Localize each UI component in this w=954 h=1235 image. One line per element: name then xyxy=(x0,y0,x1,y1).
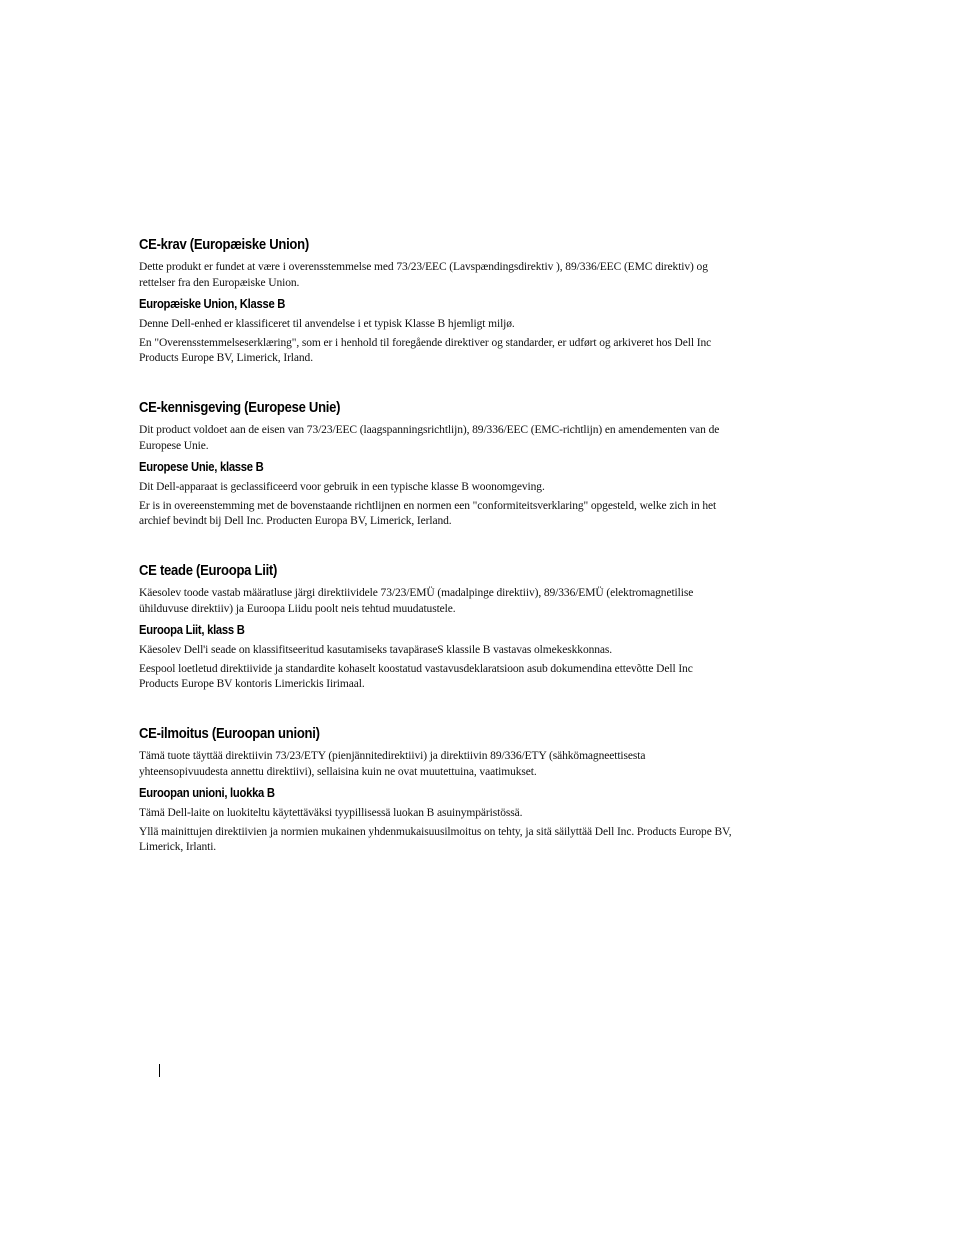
class-b-paragraph: Denne Dell-enhed er klassificeret til anvendelse i et typisk Klasse B hjemligt miljø. xyxy=(139,318,515,330)
subsection-heading: Europæiske Union, Klasse B xyxy=(139,297,286,311)
section-heading: CE teade (Euroopa Liit) xyxy=(139,563,278,579)
declaration-line-1: Eespool loetletud direktiivide ja standardite kohaselt koostatud vastavusdeklaratsioon asub dokumendina ettevõtte Dell Inc xyxy=(139,662,693,675)
section-heading: CE-krav (Europæiske Union) xyxy=(139,237,309,253)
intro-line-2: yhteensopivuudesta annettu direktiivi), sellaisina kuin ne ovat muutettuina, vaatimukset. xyxy=(139,765,537,778)
subsection-heading: Euroopa Liit, klass B xyxy=(139,623,245,637)
section-danish xyxy=(139,236,819,370)
class-b-paragraph: Käesolev Dell'i seade on klassifitseeritud kasutamiseks tavapäraseS klassile B vastavas olmekeskkonnas. xyxy=(139,644,613,656)
intro-line-1: Tämä tuote täyttää direktiivin 73/23/ETY (pienjännitedirektiivi) ja direktiivin 89/336/ETY (sähkömagneettisesta xyxy=(139,750,646,762)
intro-line-2: rettelser fra den Europæiske Union. xyxy=(139,276,300,289)
section-finnish xyxy=(139,725,819,859)
class-b-paragraph: Dit Dell-apparaat is geclassificeerd voor gebruik in een typische klasse B woonomgeving. xyxy=(139,481,545,493)
declaration-line-2: Products Europe BV kontoris Limerickis Iirimaal. xyxy=(139,678,365,690)
declaration-line-2: archief bevindt bij Dell Inc. Producten Europa BV, Limerick, Ierland. xyxy=(139,515,452,527)
section-heading: CE-ilmoitus (Euroopan unioni) xyxy=(139,726,320,742)
intro-line-1: Dette produkt er fundet at være i overensstemmelse med 73/23/EEC (Lavspændingsdirektiv ), 89/336/EEC (EMC direktiv) og xyxy=(139,261,708,273)
intro-line-1: Käesolev toode vastab määratluse järgi direktiividele 73/23/EMÜ (madalpinge direktiiv), 89/336/EMÜ (elektromagnetilise xyxy=(139,587,694,599)
subsection-heading: Euroopan unioni, luokka B xyxy=(139,786,275,800)
intro-line-2: ühilduvuse direktiiv) ja Euroopa Liidu poolt neis tehtud muudatustele. xyxy=(139,602,456,615)
declaration-line-1: En "Overensstemmelseserklæring", som er i henhold til foregående direktiver og standarder, er udført og arkiveret hos Dell Inc xyxy=(139,336,712,349)
declaration-line-1: Er is in overeenstemming met de bovenstaande richtlijnen en normen een "conformiteitsverklaring" opgesteld, welke zich in het xyxy=(139,499,717,512)
class-b-paragraph: Tämä Dell-laite on luokiteltu käytettäväksi tyypillisessä luokan B asuinympäristössä. xyxy=(139,807,523,819)
section-heading: CE-kennisgeving (Europese Unie) xyxy=(139,400,341,416)
section-dutch xyxy=(139,399,819,533)
intro-line-1: Dit product voldoet aan de eisen van 73/23/EEC (laagspanningsrichtlijn), 89/336/EEC (EMC-richtlijn) en amendementen van de xyxy=(139,424,720,436)
section-estonian xyxy=(139,562,819,696)
intro-line-2: Europese Unie. xyxy=(139,439,209,452)
declaration-line-2: Limerick, Irlanti. xyxy=(139,841,217,853)
declaration-line-2: Products Europe BV, Limerick, Irland. xyxy=(139,352,313,364)
subsection-heading: Europese Unie, klasse B xyxy=(139,460,264,474)
page-margin-rule xyxy=(159,1064,160,1077)
declaration-line-1: Yllä mainittujen direktiivien ja normien mukainen yhdenmukaisuusilmoitus on tehty, ja sitä säilyttää Dell Inc. Products Europe BV, xyxy=(139,825,732,838)
